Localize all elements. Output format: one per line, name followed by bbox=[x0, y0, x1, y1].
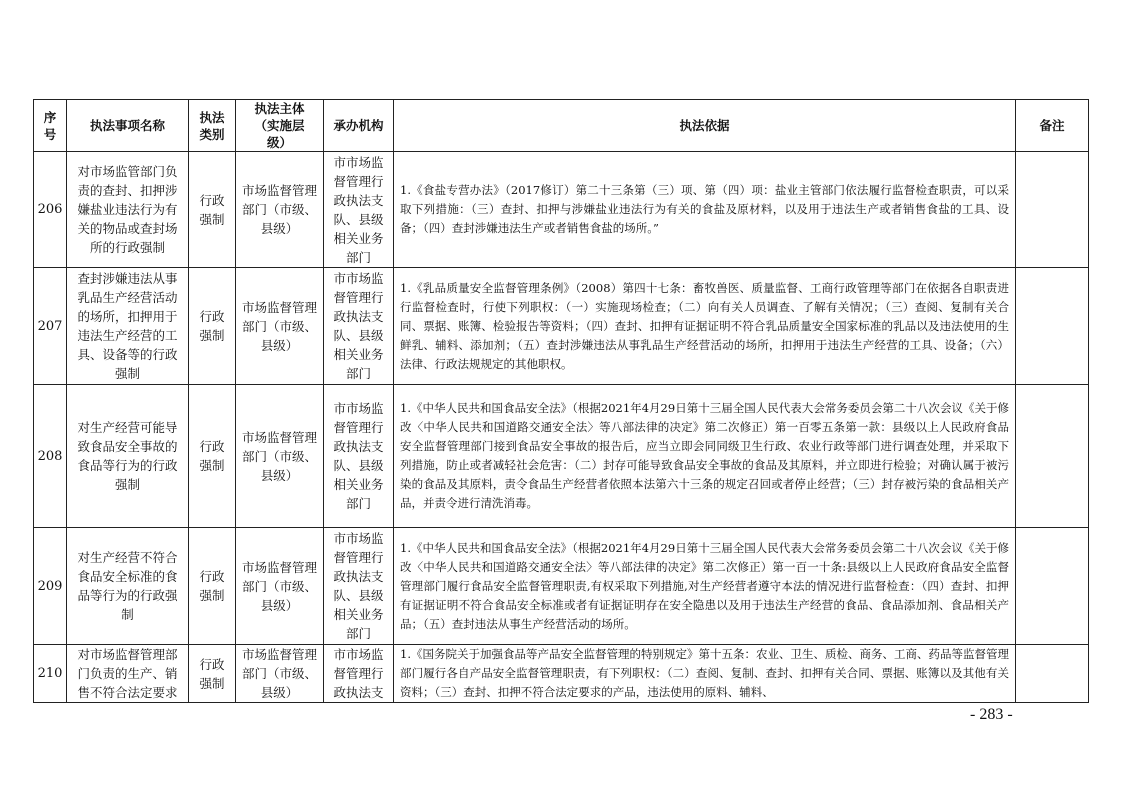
header-row bbox=[34, 100, 1089, 152]
row-seq: 208 bbox=[34, 385, 67, 528]
row-agency: 市市场监督管理行政执法支队、县级相关业务部门 bbox=[324, 152, 394, 268]
row-agency: 市市场监督管理行政执法支 bbox=[324, 645, 394, 703]
row-subject: 市场监督管理部门（市级、县级） bbox=[236, 385, 324, 528]
table-row bbox=[34, 528, 1089, 645]
header-remark: 备注 bbox=[1016, 100, 1089, 152]
header-basis: 执法依据 bbox=[394, 100, 1016, 152]
row-seq: 209 bbox=[34, 528, 67, 645]
row-seq: 210 bbox=[34, 645, 67, 703]
row-subject: 市场监督管理部门（市级、县级） bbox=[236, 528, 324, 645]
header-seq: 序号 bbox=[34, 100, 67, 152]
row-remark bbox=[1016, 528, 1089, 645]
row-remark bbox=[1016, 268, 1089, 385]
header-agency: 承办机构 bbox=[324, 100, 394, 152]
row-name: 对市场监管部门负责的查封、扣押涉嫌盐业违法行为有关的物品或查封场所的行政强制 bbox=[67, 152, 189, 268]
row-name: 查封涉嫌违法从事乳品生产经营活动的场所，扣押用于违法生产经营的工具、设备等的行政强制 bbox=[67, 268, 189, 385]
row-basis: 1.《国务院关于加强食品等产品安全监督管理的特别规定》第十五条：农业、卫生、质检、商务、工商、药品等监督管理部门履行各自产品安全监督管理职责，有下列职权：（二）查阅、复制、查封、扣押有关合同、票据、账簿以及其他有关资料；（三）查封、扣押不符合法定要求的产品，违法使用的原料、辅料、 bbox=[394, 645, 1016, 703]
row-agency: 市市场监督管理行政执法支队、县级相关业务部门 bbox=[324, 528, 394, 645]
row-basis: 1.《中华人民共和国食品安全法》（根据2021年4月29日第十三届全国人民代表大会常务委员会第二十八次会议《关于修改〈中华人民共和国道路交通安全法〉等八部法律的决定》第二次修正）第一百一十条:县级以上人民政府食品安全监督管理部门履行食品安全监督管理职责,有权采取下列措施,对生产经营者遵守本法的情况进行监督检查：（四）查封、扣押有证据证明不符合食品安全标准或者有证据证明存在安全隐患以及用于违法生产经营的食品、食品添加剂、食品相关产品；（五）查封违法从事生产经营活动的场所。 bbox=[394, 528, 1016, 645]
row-basis: 1.《食盐专营办法》（2017修订）第二十三条第（三）项、第（四）项：盐业主管部门依法履行监督检查职责，可以采取下列措施：（三）查封、扣押与涉嫌盐业违法行为有关的食盐及原材料，以及用于违法生产或者销售食盐的工具、设备；（四）查封涉嫌违法生产或者销售食盐的场所。” bbox=[394, 152, 1016, 268]
row-remark bbox=[1016, 152, 1089, 268]
row-category: 行政强制 bbox=[189, 268, 236, 385]
row-category: 行政强制 bbox=[189, 645, 236, 703]
table-row bbox=[34, 152, 1089, 268]
row-remark bbox=[1016, 385, 1089, 528]
table-row bbox=[34, 385, 1089, 528]
row-category: 行政强制 bbox=[189, 528, 236, 645]
enforcement-table bbox=[33, 99, 1089, 703]
header-subject: 执法主体（实施层级） bbox=[236, 100, 324, 152]
row-agency: 市市场监督管理行政执法支队、县级相关业务部门 bbox=[324, 385, 394, 528]
row-name: 对生产经营可能导致食品安全事故的食品等行为的行政强制 bbox=[67, 385, 189, 528]
row-name: 对生产经营不符合食品安全标准的食品等行为的行政强制 bbox=[67, 528, 189, 645]
row-category: 行政强制 bbox=[189, 152, 236, 268]
row-subject: 市场监督管理部门（市级、县级） bbox=[236, 645, 324, 703]
row-basis: 1.《乳品质量安全监督管理条例》（2008）第四十七条：畜牧兽医、质量监督、工商行政管理等部门在依据各自职责进行监督检查时，行使下列职权：（一）实施现场检查；（二）向有关人员调查、了解有关情况；（三）查阅、复制有关合同、票据、账簿、检验报告等资料；（四）查封、扣押有证据证明不符合乳品质量安全国家标准的乳品以及违法使用的生鲜乳、辅料、添加剂；（五）查封涉嫌违法从事乳品生产经营活动的场所，扣押用于违法生产经营的工具、设备；（六）法律、行政法规规定的其他职权。 bbox=[394, 268, 1016, 385]
table-row bbox=[34, 268, 1089, 385]
row-name: 对市场监督管理部门负责的生产、销售不符合法定要求 bbox=[67, 645, 189, 703]
row-remark bbox=[1016, 645, 1089, 703]
row-subject: 市场监督管理部门（市级、县级） bbox=[236, 268, 324, 385]
row-basis: 1.《中华人民共和国食品安全法》（根据2021年4月29日第十三届全国人民代表大会常务委员会第二十八次会议《关于修改〈中华人民共和国道路交通安全法〉等八部法律的决定》第二次修正）第一百零五条第一款：县级以上人民政府食品安全监督管理部门接到食品安全事故的报告后，应当立即会同同级卫生行政、农业行政等部门进行调查处理，并采取下列措施，防止或者减轻社会危害：（二）封存可能导致食品安全事故的食品及其原料，并立即进行检验；对确认属于被污染的食品及其原料，责令食品生产经营者依照本法第六十三条的规定召回或者停止经营；（三）封存被污染的食品相关产品，并责令进行清洗消毒。 bbox=[394, 385, 1016, 528]
header-category: 执法类别 bbox=[189, 100, 236, 152]
table-row bbox=[34, 645, 1089, 703]
row-category: 行政强制 bbox=[189, 385, 236, 528]
row-subject: 市场监督管理部门（市级、县级） bbox=[236, 152, 324, 268]
header-name: 执法事项名称 bbox=[67, 100, 189, 152]
row-seq: 206 bbox=[34, 152, 67, 268]
page-number: - 283 - bbox=[970, 706, 1013, 723]
row-agency: 市市场监督管理行政执法支队、县级相关业务部门 bbox=[324, 268, 394, 385]
row-seq: 207 bbox=[34, 268, 67, 385]
